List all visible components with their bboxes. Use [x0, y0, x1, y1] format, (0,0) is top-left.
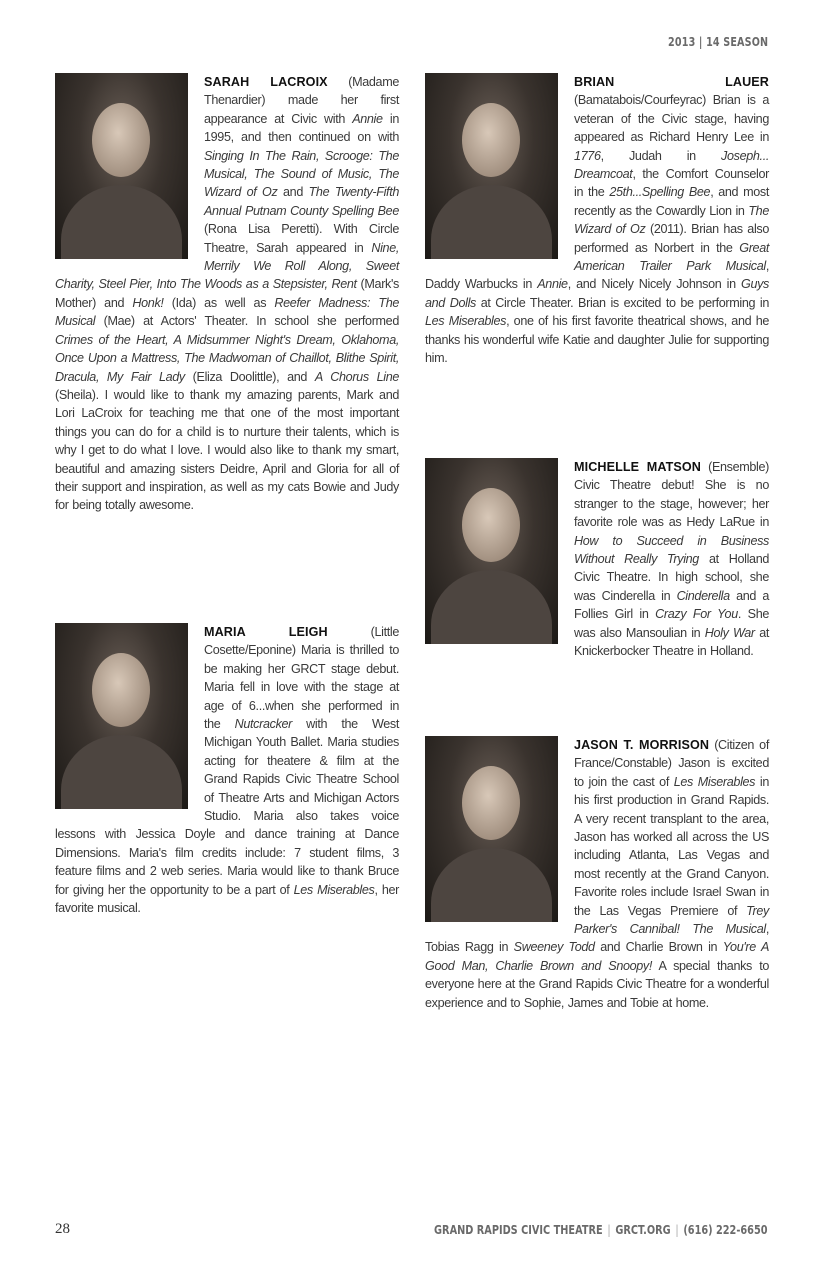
bio-text: (Little Cosette/Eponine) Maria is thrilled to be making her GRCT stage debut. Maria fell in love with the stage at age of 6...when she performed in the: [204, 625, 400, 732]
photo-body: [431, 570, 552, 644]
show-title: 1776: [574, 148, 601, 163]
bio-text: (Ensemble) Civic Theatre debut! She is no stranger to the stage, however; her favorite role was as Hedy LaRue in: [574, 460, 769, 530]
show-title: Nutcracker: [234, 717, 293, 732]
bio-text: in his first production in Grand Rapids. A very recent transplant to the area, Jason has worked all across the US including Atlanta, Las Vegas and most recently at the Grand Canyon. Favorite roles include Israel Swan in the Las Vegas Premiere of: [574, 774, 769, 918]
headshot-photo: [55, 623, 188, 809]
show-title: Nine, Merrily We Roll Along, Sweet Charity, Steel Pier, Into The Woods as a Stepsister, Rent: [55, 240, 399, 292]
bio-text: and a Follies Girl in: [574, 588, 769, 622]
season-header: 2013 | 14 SEASON: [667, 35, 768, 49]
show-title: Joseph... Dreamcoat: [574, 148, 769, 182]
bio-text: . She was also Mansoulian in: [574, 607, 770, 640]
bio-michelle-matson: [425, 458, 769, 660]
show-title: Reefer Madness: The Musical: [55, 295, 400, 329]
headshot-photo: [425, 458, 558, 644]
bio-text: , and most recently as the Cowardly Lion in: [574, 185, 769, 218]
show-title: Trey Parker's Cannibal! The Musical: [574, 903, 769, 937]
footer-separator: |: [607, 1222, 612, 1237]
bio-text: at Holland Civic Theatre. In high school, she was Cinderella in: [574, 552, 769, 603]
bio-text: (Citizen of France/Constable) Jason is excited to join the cast of: [574, 738, 769, 789]
actor-name: SARAH LACROIX: [204, 75, 328, 89]
footer-org: GRAND RAPIDS CIVIC THEATRE: [434, 1222, 604, 1237]
bio-text: (Rona Lisa Peretti). With Circle Theatre, Sarah appeared in: [204, 222, 399, 255]
actor-name: MICHELLE MATSON: [574, 460, 701, 474]
bio-text: in 1995, and then continued on with: [204, 111, 399, 145]
bio-text: (Ida) as well as: [163, 295, 275, 310]
show-title: How to Succeed in Business Without Really Trying: [574, 533, 769, 567]
show-title: Les Miserables: [293, 882, 375, 897]
show-title: Great American Trailer Park Musical: [574, 240, 769, 274]
headshot-photo: [425, 736, 558, 922]
actor-name: BRIAN LAUER: [574, 75, 769, 89]
bio-sarah-lacroix: [55, 73, 399, 515]
headshot-photo: [55, 73, 188, 259]
bio-text: , and Nicely Nicely Johnson in: [567, 277, 742, 292]
show-title: Singing In The Rain, Scrooge: The Musical, The Sound of Music, The Wizard of Oz: [204, 148, 399, 200]
show-title: You're A Good Man, Charlie Brown and Snoopy!: [425, 940, 770, 973]
show-title: Guys and Dolls: [425, 277, 770, 310]
show-title: Les Miserables: [673, 774, 756, 789]
bio-text: (Eliza Doolittle), and: [184, 369, 315, 384]
bio-text: (Mark's Mother) and: [55, 277, 399, 310]
photo-body: [431, 848, 552, 922]
bio-text: (Mae) at Actors' Theater. In school she performed: [95, 314, 399, 329]
show-title: Annie: [537, 277, 568, 292]
show-title: A Chorus Line: [314, 369, 399, 384]
bio-jason-morrison: [425, 736, 769, 1012]
bio-text: at Knickerbocker Theatre in Holland.: [574, 625, 770, 659]
page-number: 28: [55, 1221, 70, 1237]
bio-text: , one of his first favorite theatrical shows, and he thanks his wonderful wife Katie and daughter Julie for supporting him.: [425, 314, 770, 366]
show-title: Crazy For You: [655, 607, 738, 622]
show-title: Annie: [352, 111, 383, 126]
photo-body: [61, 735, 182, 809]
headshot-photo: [425, 73, 558, 259]
bio-brian-lauer: [425, 73, 769, 368]
photo-head: [92, 653, 150, 727]
bio-text: , Tobias Ragg in: [425, 922, 769, 955]
bio-maria-leigh: [55, 623, 399, 918]
footer-site: GRCT.ORG: [615, 1222, 672, 1237]
bio-text: , Judah in: [600, 148, 722, 163]
show-title: Les Miserables: [425, 314, 507, 329]
photo-head: [462, 766, 520, 840]
bio-text: (Sheila). I would like to thank my amazing parents, Mark and Lori LaCroix for teaching me that one of the most important things you can do for a child is to nurture their talents, which is why I get to do what I love. I would also like to thank my smart, beautiful and amazing sisters Deidre, April and Gloria for all of their support and inspiration, as well as my cats Bowie and Judy for being totally awesome.: [55, 387, 399, 513]
show-title: Cinderella: [676, 588, 730, 603]
show-title: The Twenty-Fifth Annual Putnam County Spelling Bee: [204, 185, 399, 218]
bio-text: (Madame Thenardier) made her first appearance at Civic with: [204, 75, 400, 126]
bio-text: , her favorite musical.: [55, 882, 400, 916]
show-title: 25th...Spelling Bee: [609, 185, 711, 200]
show-title: Sweeney Todd: [513, 940, 595, 955]
footer-contact: [435, 1222, 768, 1237]
bio-text: at Circle Theater. Brian is excited to be performing in: [475, 295, 769, 310]
bio-text: (Bamatabois/Courfeyrac) Brian is a veteran of the Civic stage, having appeared as Richard Henry Lee in: [574, 93, 769, 145]
show-title: Crimes of the Heart, A Midsummer Night's Dream, Oklahoma, Once Upon a Mattress, The Madwoman of Chaillot, Blithe Spirit, Dracula, My Fair Lady: [55, 332, 399, 384]
bio-text: and Charlie Brown in: [594, 940, 723, 955]
bio-text: with the West Michigan Youth Ballet. Maria studies acting for theatere & film at the Grand Rapids Civic Theatre School of Theatre Arts and Michigan Actors Studio. Maria also takes voice lessons with Jessica Doyle and dance training at Dance Dimensions. Maria's film credits include: 7 student films, 3 feature films and 2 web series. Maria would like to thank Bruce for giving her the opportunity to be a part of: [55, 717, 399, 897]
show-title: Honk!: [132, 295, 164, 310]
photo-body: [431, 185, 552, 259]
bio-text: A special thanks to everyone here at the Grand Rapids Civic Theatre for a wonderful experience and to Sophie, James and Tobie at home.: [425, 958, 769, 1010]
bio-text: , the Comfort Counselor in the: [574, 167, 769, 200]
footer-phone: (616) 222-6650: [683, 1222, 768, 1237]
bio-text: , Daddy Warbucks in: [425, 259, 769, 292]
photo-head: [92, 103, 150, 177]
bio-text: and: [277, 185, 309, 200]
show-title: The Wizard of Oz: [574, 203, 769, 237]
photo-body: [61, 185, 182, 259]
photo-head: [462, 488, 520, 562]
show-title: Holy War: [704, 625, 755, 640]
actor-name: MARIA LEIGH: [204, 625, 328, 639]
bio-text: (2011). Brian has also performed as Norbert in the: [574, 222, 769, 255]
footer-separator: |: [675, 1222, 680, 1237]
photo-head: [462, 103, 520, 177]
actor-name: JASON T. MORRISON: [574, 738, 710, 752]
